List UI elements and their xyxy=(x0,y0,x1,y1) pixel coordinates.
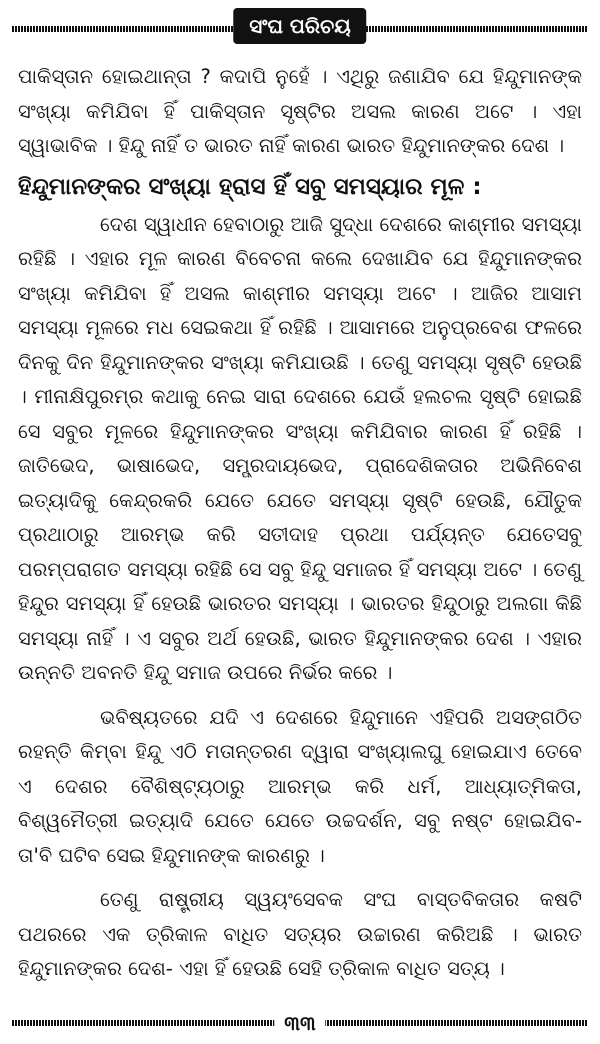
paragraph-4: ତେଣୁ ରାଷ୍ଟ୍ରୀୟ ସ୍ୱୟଂସେବକ ସଂଘ ବାସ୍ତବିକତାର କଷଟି ପଥରରେ ଏକ ତ୍ରିକାଳ ବାଧିତ ସତ୍ୟର ଉଚ୍ଚାରଣ କରିଅଛି । ଭାରତ ହିନ୍ଦୁମାନଙ୍କର ଦେଶ- ଏହା ହିଁ ହେଉଛି ସେହି ତ୍ରିକାଳ ବାଧିତ ସତ୍ୟ । xyxy=(18,888,582,980)
running-header-title: ସଂଘ ପରିଚୟ xyxy=(233,8,366,44)
page-header xyxy=(12,8,588,48)
paragraph-1: ପାକିସ୍ତାନ ହୋଇଥାନ୍ତା ? କଦାପି ନୁହେଁ । ଏଥିରୁ ଜଣାଯିବ ଯେ ହିନ୍ଦୁମାନଙ୍କ ସଂଖ୍ୟା କମିଯିବା ହିଁ ପାକିସ୍ତାନ ସୃଷ୍ଟିର ଅସଲ କାରଣ ଅଟେ । ଏହା ସ୍ୱାଭାବିକ । ହିନ୍ଦୁ ନାହିଁ ତ ଭାରତ ନାହିଁ କାରଣ ଭାରତ ହିନ୍ଦୁମାନଙ୍କର ଦେଶ । xyxy=(18,65,582,157)
section-heading: ହିନ୍ଦୁମାନଙ୍କର ସଂଖ୍ୟା ହ୍ରାସ ହିଁ ସବୁ ସମସ୍ୟାର ମୂଳ : xyxy=(18,173,482,200)
page-footer xyxy=(12,1010,588,1038)
page-number: ୩୩ xyxy=(274,1010,325,1036)
paragraph-2: ଦେଶ ସ୍ୱାଧୀନ ହେବାଠାରୁ ଆଜି ସୁଦ୍ଧା ଦେଶରେ କାଶ୍ମୀର ସମସ୍ୟା ରହିଛି । ଏହାର ମୂଳ କାରଣ ବିବେଚନା କଲେ ଦେଖାଯିବ ଯେ ହିନ୍ଦୁମାନଙ୍କର ସଂଖ୍ୟା କମିଯିବା ହିଁ ଅସଲ କାଶ୍ମୀର ସମସ୍ୟା ଅଟେ । ଆଜିର ଆସାମ ସମସ୍ୟା ମୂଳରେ ମଧ ସେଇକଥା ହିଁ ରହିଛି । ଆସାମରେ ଅନୁପ୍ରବେଶ ଫଳରେ ଦିନକୁ ଦିନ ହିନ୍ଦୁମାନଙ୍କର ସଂଖ୍ୟା କମିଯାଉଛି । ତେଣୁ ସମସ୍ୟା ସୃଷ୍ଟି ହେଉଛି । ମୀନାକ୍ଷିପୁରମ୍‌ର କଥାକୁ ନେଇ ସାରା ଦେଶରେ ଯେଉଁ ହଲଚଲ ସୃଷ୍ଟି ହୋଇଛି ସେ ସବୁର ମୂଳରେ ହିନ୍ଦୁମାନଙ୍କର ସଂଖ୍ୟା କମିଯିବାର କାରଣ ହିଁ ରହିଛି । ଜାତିଭେଦ, ଭାଷାଭେଦ, ସମ୍ପ୍ରଦାୟଭେଦ, ପ୍ରାଦେଶିକତାର ଅଭିନିବେଶ ଇତ୍ୟାଦିକୁ କେନ୍ଦ୍ରକରି ଯେତେ ଯେତେ ସମସ୍ୟା ସୃଷ୍ଟି ହେଉଛି, ଯୌତୁକ ପ୍ରଥାଠାରୁ ଆରମ୍ଭ କରି ସତୀଦାହ ପ୍ରଥା ପର୍ଯ୍ୟନ୍ତ ଯେତେସବୁ ପରମ୍ପରାଗତ ସମସ୍ୟା ରହିଛି ସେ ସବୁ ହିନ୍ଦୁ ସମାଜର ହିଁ ସମସ୍ୟା ଅଟେ । ତେଣୁ ହିନ୍ଦୁର ସମସ୍ୟା ହିଁ ହେଉଛି ଭାରତର ସମସ୍ୟା । ଭାରତର ହିନ୍ଦୁଠାରୁ ଅଲଗା କିଛି ସମସ୍ୟା ନାହିଁ । ଏ ସବୁର ଅର୍ଥ ହେଉଛି, ଭାରତ ହିନ୍ଦୁମାନଙ୍କର ଦେଶ । ଏହାର ଉନ୍ନତି ଅବନତି ହିନ୍ଦୁ ସମାଜ ଉପରେ ନିର୍ଭର କରେ । xyxy=(18,212,582,684)
page-body xyxy=(18,60,582,987)
paragraph-3: ଭବିଷ୍ୟତରେ ଯଦି ଏ ଦେଶରେ ହିନ୍ଦୁମାନେ ଏହିପରି ଅସଙ୍ଗଠିତ ରହନ୍ତି କିମ୍ବା ହିନ୍ଦୁ ଏଠି ମତାନ୍ତରଣ ଦ୍ୱାରା ସଂଖ୍ୟାଲଘୁ ହୋଇଯାଏ ତେବେ ଏ ଦେଶର ବୈଶିଷ୍ଟ୍ୟଠାରୁ ଆରମ୍ଭ କରି ଧର୍ମ, ଆଧ୍ୟାତ୍ମିକତା, ବିଶ୍ୱମୈତ୍ରୀ ଇତ୍ୟାଦି ଯେତେ ଯେତେ ଉଚ୍ଚଦର୍ଶନ, ସବୁ ନଷ୍ଟ ହୋଇଯିବ- ତା'ବି ଘଟିବ ସେଇ ହିନ୍ଦୁମାନଙ୍କ କାରଣରୁ । xyxy=(18,705,582,867)
